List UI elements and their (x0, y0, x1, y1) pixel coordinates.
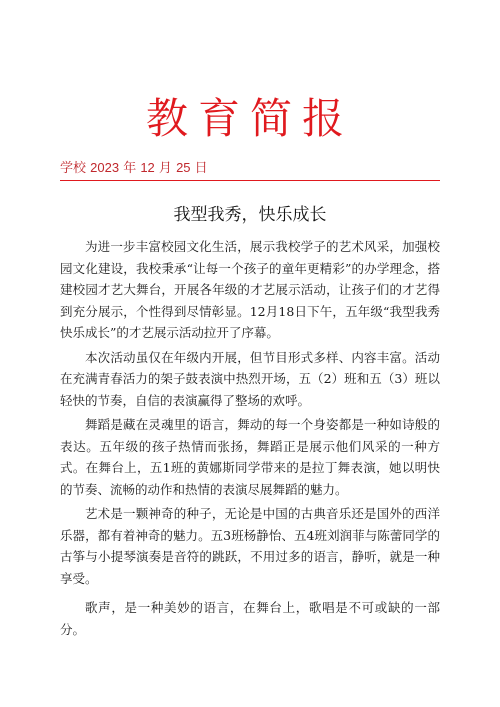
dateline-month: 12 (140, 160, 155, 175)
article-paragraph: 艺术是一颗神奇的种子，无论是中国的古典音乐还是国外的西洋乐器，都有着神奇的魅力。五3班杨静怡、五4班刘润菲与陈蕾同学的古筝与小提琴演奏是音符的跳跃，不用过多的语言，静听，就是一种享受。 (60, 506, 440, 586)
article-headline: 我型我秀，快乐成长 (173, 205, 327, 225)
article-paragraph: 为进一步丰富校园文化生活，展示我校学子的艺术风采，加强校园文化建设，我校秉承“让每一个孩子的童年更精彩”的办学理念，搭建校园才艺大舞台，开展各年级的才艺展示活动，让孩子们的才艺得到充分展示，个性得到尽情彰显。12月18日下午，五年级“我型我秀快乐成长”的才艺展示活动拉开了序幕。 (60, 239, 441, 340)
newsletter-masthead: 教育简报 (145, 94, 354, 143)
dateline-day-unit: 日 (190, 161, 208, 176)
dateline-prefix: 学校 (60, 161, 91, 176)
article-body (60, 236, 440, 643)
dateline-month-unit: 月 (154, 161, 177, 176)
dateline-year-unit: 年 (119, 161, 141, 176)
article-paragraph: 舞蹈是藏在灵魂里的语言，舞动的每一个身姿都是一种如诗般的表达。五年级的孩子热情而张扬，舞蹈正是展示他们风采的一种方式。在舞台上，五1班的黄娜斯同学带来的是拉丁舞表演，她以明快的节奏、流畅的动作和热情的表演尽展舞蹈的魅力。 (60, 417, 440, 497)
dateline (60, 158, 440, 181)
dateline-year: 2023 (90, 160, 120, 175)
article-paragraph: 歌声，是一种美妙的语言，在舞台上，歌唱是不可或缺的一部分。 (60, 600, 440, 637)
article-paragraph: 本次活动虽仅在年级内开展，但节目形式多样、内容丰富。活动在充满青春活力的架子鼓表演中热烈开场，五（2）班和五（3）班以轻快的节奏，自信的表演赢得了整场的欢呼。 (60, 349, 440, 408)
dateline-day: 25 (176, 160, 191, 175)
